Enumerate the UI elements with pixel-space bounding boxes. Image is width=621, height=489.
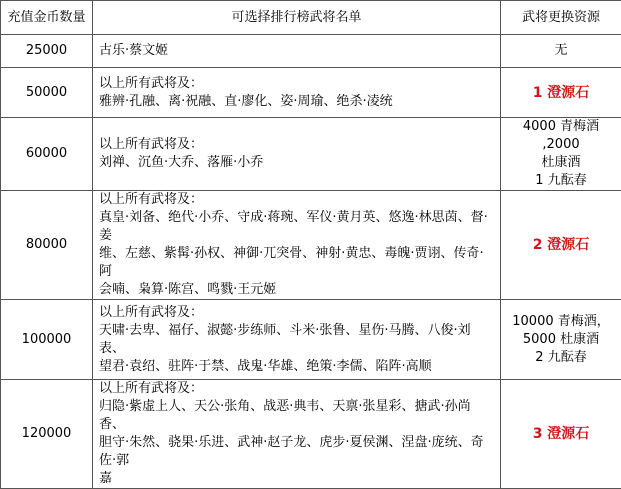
reward-line: 4000 青梅酒 ,2000	[507, 118, 615, 154]
list-line: 嘉	[99, 470, 494, 488]
header-general-list: 可选择排行榜武将名单	[93, 1, 501, 35]
reward-line: 杜康酒	[507, 154, 615, 172]
list-line: 维、左慈、紫髯·孙权、神御·兀突骨、神射·黄忠、毒魄·贾诩、传奇·阿	[99, 245, 494, 281]
reward-line: 2 澄源石	[507, 236, 615, 254]
row-amount: 100000	[1, 300, 93, 380]
list-line: 以上所有武将及：	[99, 380, 494, 398]
list-line: 以上所有武将及：	[99, 304, 494, 322]
row-reward	[501, 380, 621, 489]
reward-line: 5000 杜康酒	[507, 331, 615, 349]
reward-line: 无	[507, 42, 615, 60]
reward-line: 10000 青梅酒，	[507, 313, 615, 331]
row-amount: 60000	[1, 118, 93, 191]
row-general-list	[93, 35, 501, 68]
table-row	[1, 68, 621, 118]
row-reward	[501, 68, 621, 118]
list-line: 天啸·去卑、福仔、淑懿·步练师、斗米·张鲁、星伤·马腾、八俊·刘表、	[99, 322, 494, 358]
table-row	[1, 118, 621, 191]
reward-line: 3 澄源石	[507, 425, 615, 443]
list-line: 刘禅、沉鱼·大乔、落雁·小乔	[99, 154, 494, 172]
table-row	[1, 300, 621, 380]
table-row	[1, 380, 621, 489]
header-reward: 武将更换资源	[501, 1, 621, 35]
row-amount: 80000	[1, 191, 93, 300]
row-general-list	[93, 191, 501, 300]
row-amount: 25000	[1, 35, 93, 68]
list-line: 以上所有武将及：	[99, 136, 494, 154]
reward-line: 1 九酝春	[507, 172, 615, 190]
list-line: 雅辨·孔融、离·祝融、直·廖化、姿·周瑜、绝杀·凌统	[99, 93, 494, 111]
list-line: 望君·袁绍、驻阵·于禁、战鬼·华雄、绝策·李儒、陷阵·高顺	[99, 358, 494, 376]
row-general-list	[93, 118, 501, 191]
row-reward	[501, 300, 621, 380]
reward-line: 1 澄源石	[507, 84, 615, 102]
list-line: 以上所有武将及：	[99, 75, 494, 93]
list-line: 以上所有武将及：	[99, 191, 494, 209]
row-general-list	[93, 300, 501, 380]
row-reward	[501, 35, 621, 68]
list-line: 真皇·刘备、绝代·小乔、守成·蒋琬、军仪·黄月英、悠逸·林思茵、督·姜	[99, 209, 494, 245]
row-amount: 50000	[1, 68, 93, 118]
reward-line: 2 九酝春	[507, 349, 615, 367]
list-line: 古乐·蔡文姬	[99, 42, 494, 60]
header-row	[1, 1, 621, 35]
row-reward	[501, 118, 621, 191]
row-general-list	[93, 380, 501, 489]
list-line: 归隐·紫虚上人、天公·张角、战恶·典韦、天禀·张星彩、搪武·孙尚香、	[99, 398, 494, 434]
header-amount: 充值金币数量	[1, 1, 93, 35]
table-row	[1, 35, 621, 68]
row-reward	[501, 191, 621, 300]
list-line: 会喃、枭算·陈宫、鸣戮·王元姬	[99, 281, 494, 299]
row-general-list	[93, 68, 501, 118]
list-line: 胆守·朱然、骁果·乐进、武神·赵子龙、虎步·夏侯渊、涅盘·庞统、奇佐·郭	[99, 434, 494, 470]
row-amount: 120000	[1, 380, 93, 489]
table-row	[1, 191, 621, 300]
